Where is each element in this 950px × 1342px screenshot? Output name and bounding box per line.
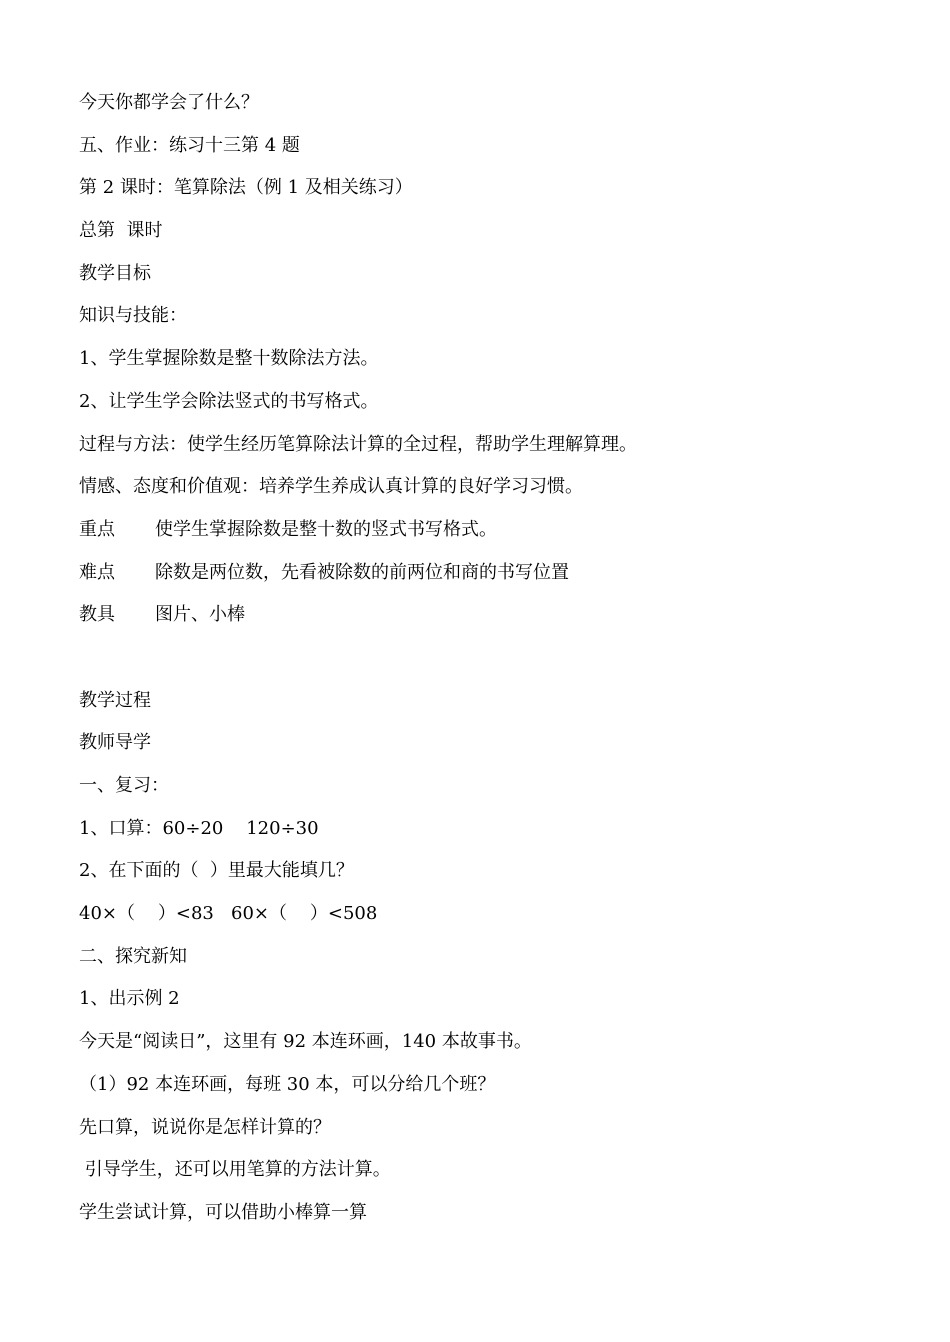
key-item-term: 教具: [79, 604, 115, 626]
text-line: 一、复习：: [79, 775, 169, 796]
text-line: 2、让学生学会除法竖式的书写格式。: [79, 390, 379, 412]
key-item-difficulty: [79, 558, 879, 601]
lesson-heading: 第 2 课时：笔算除法（例 1 及相关练习）: [79, 177, 413, 199]
blank-line: [79, 643, 879, 686]
key-item-text: 图片、小棒: [155, 604, 245, 626]
text-line: 教师导学: [79, 732, 151, 754]
text-line: 知识与技能：: [79, 305, 187, 327]
section-heading: 教学目标: [79, 262, 151, 284]
key-item-focus: [79, 515, 879, 558]
text-line: （1）92 本连环画，每班 30 本，可以分给几个班？: [79, 1073, 496, 1095]
text-line: 总第 课时: [79, 220, 163, 242]
text-line: 先口算，说说你是怎样计算的？: [79, 1116, 331, 1138]
text-line: 引导学生，还可以用笔算的方法计算。: [79, 1159, 391, 1181]
text-line: 1、学生掌握除数是整十数除法方法。: [79, 348, 379, 370]
text-line: 二、探究新知: [79, 945, 187, 967]
document-page: [79, 88, 879, 1241]
key-item-text: 使学生掌握除数是整十数的竖式书写格式。: [155, 518, 497, 540]
text-line: 学生尝试计算，可以借助小棒算一算: [79, 1201, 367, 1223]
key-item-term: 难点: [79, 561, 115, 583]
text-line: 40×（ ）<83 60×（ ）<508: [79, 903, 378, 925]
text-line: 情感、态度和价值观：培养学生养成认真计算的良好学习习惯。: [79, 476, 583, 498]
text-line: 今天是“阅读日”，这里有 92 本连环画，140 本故事书。: [79, 1031, 532, 1053]
key-item-text: 除数是两位数，先看被除数的前两位和商的书写位置: [155, 561, 569, 583]
key-item-term: 重点: [79, 518, 115, 540]
section-heading: 教学过程: [79, 689, 151, 711]
text-line: 2、在下面的（ ）里最大能填几？: [79, 860, 354, 882]
text-line: 1、出示例 2: [79, 988, 180, 1010]
key-item-materials: [79, 600, 879, 643]
text-line: 今天你都学会了什么？: [79, 92, 259, 113]
text-line: 1、口算：60÷20 120÷30: [79, 817, 319, 839]
text-line: 五、作业：练习十三第 4 题: [79, 134, 300, 156]
text-line: 过程与方法：使学生经历笔算除法计算的全过程，帮助学生理解算理。: [79, 433, 637, 455]
